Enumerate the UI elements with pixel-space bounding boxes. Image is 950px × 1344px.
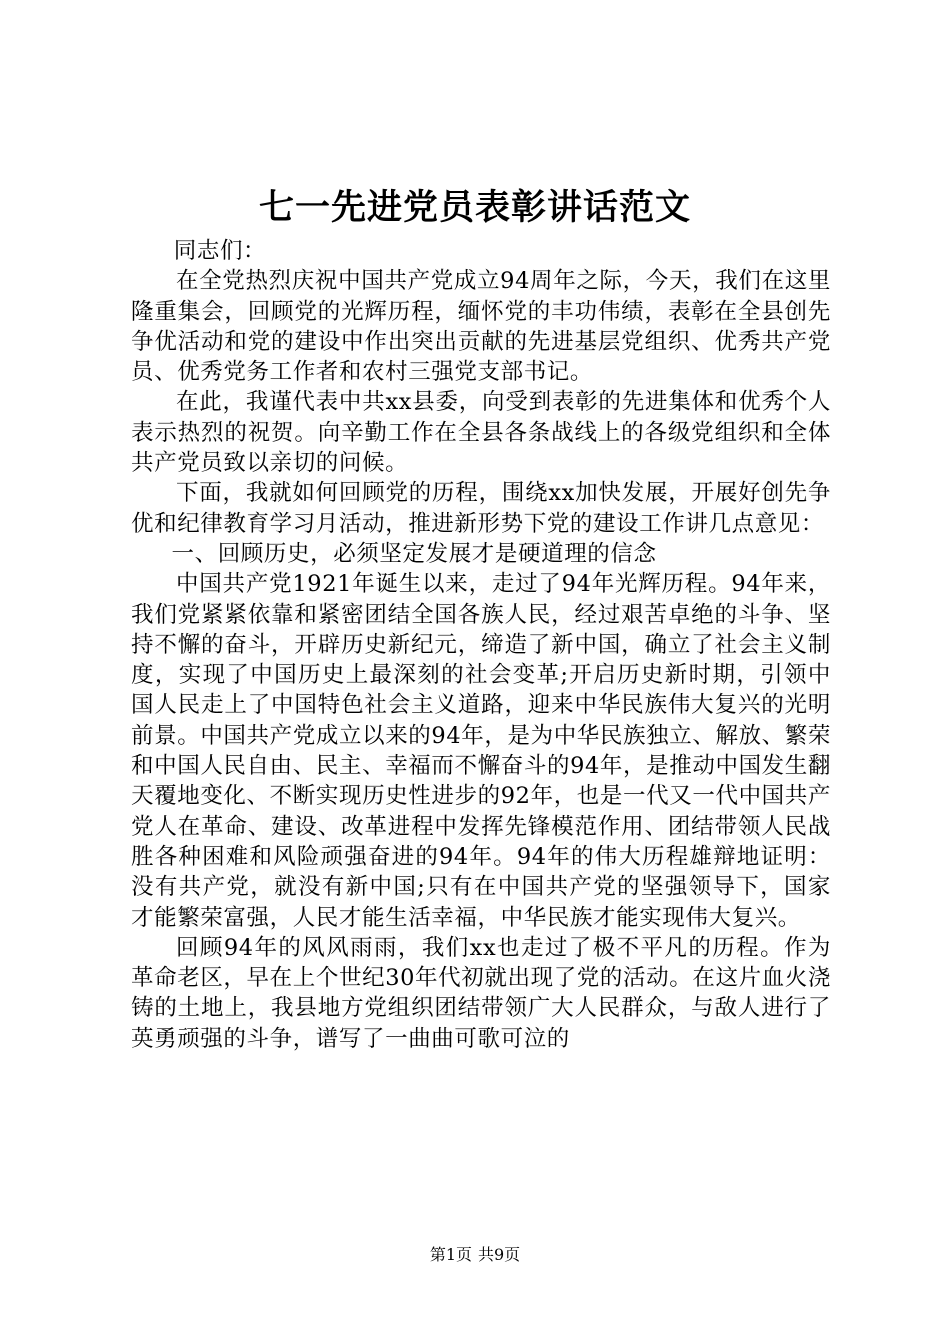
page-footer [0, 1244, 950, 1266]
document-body [131, 236, 831, 1054]
body-paragraph: 中国共产党1921年诞生以来，走过了94年光辉历程。94年来，我们党紧紧依靠和紧密团结全国各族人民，经过艰苦卓绝的斗争、坚持不懈的奋斗，开辟历史新纪元，缔造了新中国，确立了社会主义制度，实现了中国历史上最深刻的社会变革;开启历史新时期，引领中国人民走上了中国特色社会主义道路，迎来中华民族伟大复兴的光明前景。中国共产党成立以来的94年，是为中华民族独立、解放、繁荣和中国人民自由、民主、幸福而不懈奋斗的94年，是推动中国发生翻天覆地变化、不断实现历史性进步的92年，也是一代又一代中国共产党人在革命、建设、改革进程中发挥先锋模范作用、团结带领人民战胜各种困难和风险顽强奋进的94年。94年的伟大历程雄辩地证明：没有共产党，就没有新中国;只有在中国共产党的坚强领导下，国家才能繁荣富强，人民才能生活幸福，中华民族才能实现伟大复兴。 [131, 571, 831, 931]
section-heading: 一、回顾历史，必须坚定发展才是硬道理的信念 [171, 540, 657, 567]
body-paragraph: 在全党热烈庆祝中国共产党成立94周年之际，今天，我们在这里隆重集会，回顾党的光辉历程，缅怀党的丰功伟绩，表彰在全县创先争优活动和党的建设中作出突出贡献的先进基层党组织、优秀共产党员、优秀党务工作者和农村三强党支部书记。 [131, 268, 831, 386]
page-total: 共9页 [478, 1245, 521, 1264]
body-paragraph: 回顾94年的风风雨雨，我们xx也走过了极不平凡的历程。作为革命老区，早在上个世纪30年代初就出现了党的活动。在这片血火浇铸的土地上，我县地方党组织团结带领广大人民群众，与敌人进行了英勇顽强的斗争，谱写了一曲曲可歌可泣的 [131, 934, 831, 1052]
greeting-paragraph: 同志们： [173, 238, 267, 264]
document-title: 七一先进党员表彰讲话范文 [258, 187, 691, 228]
page-number: 第1页 [429, 1245, 472, 1264]
body-paragraph: 下面，我就如何回顾党的历程，围绕xx加快发展，开展好创先争优和纪律教育学习月活动，推进新形势下党的建设工作讲几点意见： [131, 480, 831, 537]
body-paragraph: 在此，我谨代表中共xx县委，向受到表彰的先进集体和优秀个人表示热烈的祝贺。向辛勤工作在全县各条战线上的各级党组织和全体共产党员致以亲切的问候。 [131, 389, 831, 477]
